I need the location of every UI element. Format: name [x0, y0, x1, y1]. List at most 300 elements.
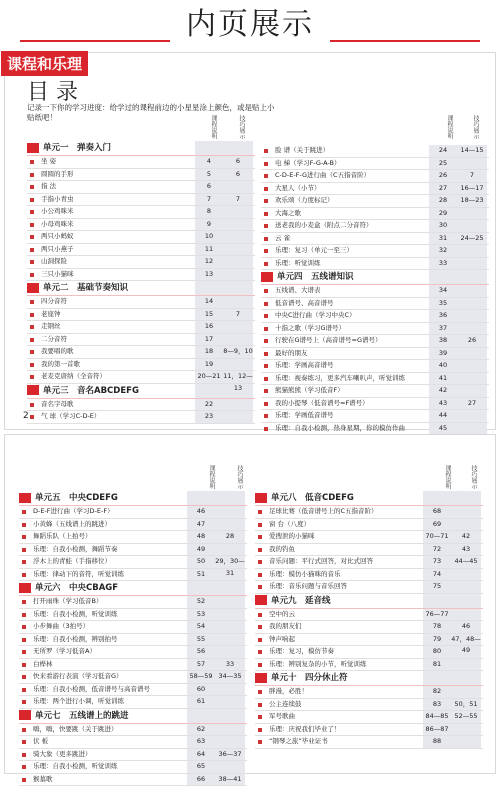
exercise-page: 24—25: [457, 233, 487, 245]
exercise-page: 11，12—13: [223, 371, 253, 394]
contents-row: [27, 309, 255, 322]
exercise-page: 8—9，10: [223, 346, 253, 358]
exercise-page: 6: [223, 156, 253, 168]
contents-row: [19, 761, 247, 774]
lesson-title: 两只小蚂蚁: [41, 231, 74, 243]
contents-row: [27, 206, 255, 219]
lesson-page: 27: [431, 183, 455, 195]
contents-row: [27, 269, 255, 282]
lesson-title: 乐理：模仿小猫咪的音乐: [269, 569, 341, 581]
lesson-title: 圆圆的手形: [41, 169, 74, 181]
contents-row: [19, 659, 247, 672]
unit-marker-icon: [255, 493, 267, 503]
lesson-page: 14: [197, 296, 221, 308]
contents-row: [255, 634, 483, 647]
lesson-page: 73: [425, 556, 449, 568]
lesson-page: 78: [425, 621, 449, 633]
lesson-page: 6: [197, 181, 221, 193]
lesson-title: 乐理：听觉训练: [275, 258, 321, 270]
lesson-page: 30: [431, 220, 455, 232]
exercise-page: 44—45: [451, 556, 481, 568]
lesson-title: 电 梯（学习F-G-A-B）: [275, 158, 341, 170]
contents-row: [261, 158, 489, 171]
lesson-page: 19: [197, 359, 221, 371]
page-number: 2: [23, 411, 29, 421]
exercise-page: 43: [451, 544, 481, 556]
contents-row: [261, 220, 489, 233]
contents-row: [19, 506, 247, 519]
contents-column: [261, 145, 489, 435]
lesson-title: 打开雨珠（学习低音B）: [33, 596, 102, 608]
contents-row: [261, 360, 489, 373]
lesson-page: 83: [425, 699, 449, 711]
contents-row: [19, 684, 247, 697]
lesson-title: 中央C进行曲（学习中央C）: [275, 310, 356, 322]
lesson-title: 爱搜泄的小猫咪: [269, 531, 315, 543]
lesson-page: 32: [431, 245, 455, 257]
exercise-page: 47，48—49: [451, 634, 481, 657]
contents-row: [261, 298, 489, 311]
unit-heading: [27, 141, 255, 156]
exercise-page: 42: [451, 531, 481, 543]
lesson-page: 55: [189, 634, 213, 646]
lesson-title: 乐理：复习（单元一至三）: [275, 245, 353, 257]
lesson-title: 云 雀: [275, 233, 290, 245]
contents-row: [255, 531, 483, 544]
lesson-title: 指 法: [41, 181, 56, 193]
contents-row: [27, 156, 255, 169]
exercise-page: 26: [457, 335, 487, 347]
lesson-title: 四分音符: [41, 296, 67, 308]
unit-title: 单元十 四分休止符: [271, 673, 348, 683]
contents-row: [27, 359, 255, 372]
lesson-page: 50: [189, 556, 213, 568]
lesson-page: 76—77: [425, 609, 449, 621]
colhead-2-left-b: 技巧展示: [235, 465, 244, 489]
lesson-title: 乐理：自我小检测，听觉训练: [33, 761, 118, 773]
lesson-page: 80: [425, 646, 449, 658]
contents-title: 目 录: [27, 75, 78, 106]
contents-row: [255, 581, 483, 594]
contents-row: [255, 569, 483, 582]
lesson-title: 窗 台（八度）: [269, 519, 310, 531]
lesson-title: 乐理：自我小检测，听觉训练: [33, 609, 118, 621]
contents-row: [255, 659, 483, 672]
exercise-page: 34—35: [215, 671, 245, 683]
lesson-page: 13: [197, 269, 221, 281]
contents-row: [255, 621, 483, 634]
contents-row: [261, 258, 489, 271]
lesson-title: 音乐问题：平行式回答，对比式回答: [269, 556, 373, 568]
lesson-title: 我要唱的歌: [41, 346, 74, 358]
lesson-title: 乐理：音乐问题与音乐回答: [269, 581, 347, 593]
contents-row: [27, 346, 255, 359]
lesson-title: 舞蹈乐队（上拍号）: [33, 531, 92, 543]
lesson-page: 65: [189, 761, 213, 773]
exercise-page: 7: [223, 309, 253, 321]
exercise-page: 28: [215, 531, 245, 543]
contents-row: [261, 348, 489, 361]
contents-row: [27, 411, 255, 424]
unit-title: 单元八 低音CDEFG: [271, 493, 354, 503]
contents-row: [19, 696, 247, 709]
lesson-page: 34: [431, 285, 455, 297]
exercise-page: 6: [223, 169, 253, 181]
exercise-page: 14—15: [457, 145, 487, 157]
lesson-title: 山洞探险: [41, 256, 67, 268]
lesson-title: 小步舞曲（3拍号）: [33, 621, 89, 633]
lesson-title: 钟声响起: [269, 634, 295, 646]
lesson-title: 低音谱号、高音谱号: [275, 298, 334, 310]
banner-line-right: [330, 40, 480, 42]
lesson-title: 五线谱、大谱表: [275, 285, 321, 297]
unit-marker-icon: [255, 595, 267, 605]
lesson-title: 乐理：庆祝我们毕业了！: [269, 724, 341, 736]
contents-row: [19, 556, 247, 569]
lesson-page: 36: [431, 310, 455, 322]
lesson-title: 二分音符: [41, 334, 67, 346]
lesson-title: 两只小燕子: [41, 244, 74, 256]
contents-row: [255, 736, 483, 749]
lesson-title: 行驶在G谱号上（高音谱号=G谱号）: [275, 335, 382, 347]
contents-row: [27, 219, 255, 232]
contents-row: [27, 256, 255, 269]
contents-row: [19, 736, 247, 749]
banner: [0, 0, 500, 50]
lesson-title: 足球比赛（低音谱号上的C五指音阶）: [269, 506, 378, 518]
lesson-page: 58—59: [189, 671, 213, 683]
lesson-page: 18: [197, 346, 221, 358]
lesson-page: 8: [197, 206, 221, 218]
lesson-page: 26: [431, 170, 455, 182]
contents-row: [261, 183, 489, 196]
lesson-page: 29: [431, 208, 455, 220]
unit-heading: [255, 594, 483, 609]
lesson-title: 欢乐颂（力度标记）: [275, 195, 334, 207]
unit-heading: [255, 491, 483, 506]
exercise-page: 16—17: [457, 183, 487, 195]
lesson-title: 骑大象（更多跳进）: [33, 749, 92, 761]
lesson-page: 35: [431, 298, 455, 310]
lesson-title: 十指之歌（学习G谱号）: [275, 323, 345, 335]
lesson-title: 大星人（小节）: [275, 183, 321, 195]
unit-heading: [19, 709, 247, 724]
unit-title: 单元九 延音线: [271, 596, 331, 606]
lesson-title: 无所罗（学习低音A）: [33, 646, 96, 658]
colhead-1-left-b: 技巧展示: [237, 115, 246, 139]
lesson-page: 10: [197, 231, 221, 243]
page-tag: 课程和乐理: [1, 51, 88, 76]
lesson-page: 28: [431, 195, 455, 207]
contents-row: [261, 195, 489, 208]
lesson-title: 熊猫熊熊（学习低音F）: [275, 385, 344, 397]
lesson-page: 75: [425, 581, 449, 593]
lesson-title: 浮木上的青蛙（手指移位）: [33, 556, 111, 568]
lesson-page: 62: [189, 724, 213, 736]
lesson-title: 脸 谱（关于跳进）: [275, 145, 329, 157]
lesson-page: 45: [431, 423, 455, 435]
lesson-title: 乐理：两个进行小调，听觉训练: [33, 696, 124, 708]
exercise-page: 36—37: [215, 749, 245, 761]
lesson-title: 军号歌曲: [269, 711, 295, 723]
unit-marker-icon: [255, 673, 267, 683]
banner-line-left: [20, 40, 170, 42]
lesson-title: 公主连续鼓: [269, 699, 302, 711]
contents-row: [261, 170, 489, 183]
contents-row: [19, 646, 247, 659]
unit-title: 单元三 音名ABCDEFG: [43, 386, 139, 396]
colhead-1-left-a: 课程说明: [209, 115, 218, 139]
lesson-page: 82: [425, 686, 449, 698]
lesson-page: 23: [197, 411, 221, 423]
lesson-title: C-D-E-F-G进行曲（C五指音阶）: [275, 170, 370, 182]
lesson-page: 74: [425, 569, 449, 581]
contents-row: [19, 724, 247, 737]
lesson-page: 70—71: [425, 531, 449, 543]
lesson-title: 乐理：视奏练习，更多汽车喇叭声，听觉训练: [275, 373, 405, 385]
contents-row: [27, 231, 255, 244]
lesson-page: 31: [431, 233, 455, 245]
lesson-page: 69: [425, 519, 449, 531]
unit-marker-icon: [27, 385, 39, 395]
lesson-page: 79: [425, 634, 449, 646]
lesson-title: 老座钟: [41, 309, 61, 321]
unit-marker-icon: [19, 710, 31, 720]
lesson-page: 15: [197, 309, 221, 321]
exercise-page: 46: [451, 621, 481, 633]
lesson-page: 9: [197, 219, 221, 231]
lesson-page: 24: [431, 145, 455, 157]
contents-row: [261, 208, 489, 221]
contents-row: [19, 569, 247, 582]
contents-row: [27, 371, 255, 384]
lesson-page: 54: [189, 621, 213, 633]
contents-row: [261, 373, 489, 386]
lesson-title: 白桦林: [33, 659, 53, 671]
lesson-page: 5: [197, 169, 221, 181]
unit-marker-icon: [19, 493, 31, 503]
contents-row: [261, 285, 489, 298]
unit-heading: [27, 384, 255, 399]
lesson-title: 空中的云: [269, 609, 295, 621]
unit-heading: [27, 281, 255, 296]
lesson-title: 送老我的小麦盒（附点二分音符）: [275, 220, 373, 232]
lesson-title: “钢琴之旅”毕业证书: [269, 736, 328, 748]
exercise-page: 50，51: [451, 699, 481, 711]
lesson-page: 37: [431, 323, 455, 335]
lesson-title: 乐理：学画低音谱号: [275, 410, 334, 422]
lesson-page: 46: [189, 506, 213, 518]
colhead-2-right-b: 技巧展示: [469, 465, 478, 489]
contents-row: [261, 398, 489, 411]
lesson-page: 25: [431, 158, 455, 170]
unit-marker-icon: [261, 272, 273, 282]
contents-row: [255, 544, 483, 557]
lesson-title: 嗨，嗨，快要跳（关于跳进）: [33, 724, 118, 736]
exercise-page: 7: [223, 194, 253, 206]
contents-row: [255, 711, 483, 724]
lesson-page: 49: [189, 544, 213, 556]
lesson-title: 乐理：自我小检测，舞蹈节奏: [33, 544, 118, 556]
contents-row: [19, 774, 247, 786]
lesson-page: 81: [425, 659, 449, 671]
contents-row: [19, 596, 247, 609]
contents-row: [261, 145, 489, 158]
contents-row: [27, 321, 255, 334]
exercise-page: 27: [457, 398, 487, 410]
lesson-page: 11: [197, 244, 221, 256]
lesson-title: 小黄蜂（五线谱上的跳进）: [33, 519, 111, 531]
unit-title: 单元五 中央CDEFG: [35, 493, 118, 503]
banner-title: 内页展示: [186, 7, 314, 42]
lesson-title: 乐理：复习，模仿节奏: [269, 646, 334, 658]
contents-row: [261, 245, 489, 258]
lesson-page: 20—21: [197, 371, 221, 383]
contents-row: [19, 544, 247, 557]
lesson-page: 43: [431, 398, 455, 410]
colhead-1-right-b: 技巧展示: [471, 115, 480, 139]
exercise-page: 33: [215, 659, 245, 671]
contents-row: [255, 556, 483, 569]
contents-row: [261, 310, 489, 323]
unit-title: 单元六 中央CBAGF: [35, 583, 118, 593]
contents-row: [261, 410, 489, 423]
colhead-2-left-a: 课程说明: [207, 465, 216, 489]
lesson-title: 乐理：自我小检测，低音谱号与高音谱号: [33, 684, 150, 696]
contents-row: [255, 646, 483, 659]
colhead-1-right-a: 课程说明: [445, 115, 454, 139]
contents-column: [255, 491, 483, 749]
contents-row: [255, 519, 483, 532]
contents-row: [27, 244, 255, 257]
lesson-title: 胖漫，必胜！: [269, 686, 308, 698]
contents-row: [27, 194, 255, 207]
lesson-page: 72: [425, 544, 449, 556]
lesson-page: 41: [431, 373, 455, 385]
lesson-title: 手指小青虫: [41, 194, 74, 206]
contents-row: [261, 233, 489, 246]
contents-row: [255, 699, 483, 712]
lesson-title: 我的朋友们: [269, 621, 302, 633]
lesson-page: 42: [431, 385, 455, 397]
exercise-page: 18—23: [457, 195, 487, 207]
exercise-page: 29，30—31: [215, 556, 245, 579]
exercise-page: 52—55: [451, 711, 481, 723]
contents-row: [19, 609, 247, 622]
lesson-page: 57: [189, 659, 213, 671]
lesson-title: 乐理：自我小检测，热身星期，你的模仿作曲: [275, 423, 405, 435]
lesson-page: 60: [189, 684, 213, 696]
lesson-title: 老麦克唐纳（全音符）: [41, 371, 106, 383]
unit-title: 单元二 基础节奏知识: [43, 283, 128, 293]
lesson-title: 我的钓鱼: [269, 544, 295, 556]
lesson-title: 我的第一首歌: [41, 359, 80, 371]
lesson-title: 音名字母歌: [41, 399, 74, 411]
lesson-page: 52: [189, 596, 213, 608]
lesson-page: 33: [431, 258, 455, 270]
lesson-title: 快来看游行表演（学习低音G）: [33, 671, 123, 683]
lesson-title: 走钢丝: [41, 321, 61, 333]
lesson-page: 12: [197, 256, 221, 268]
lesson-page: 86—87: [425, 724, 449, 736]
lesson-title: 最好的朋友: [275, 348, 308, 360]
contents-row: [27, 399, 255, 412]
lesson-title: 乐理：律动下的音符，听觉训练: [33, 569, 124, 581]
contents-row: [19, 531, 247, 544]
lesson-title: 大海之歌: [275, 208, 301, 220]
lesson-page: 64: [189, 749, 213, 761]
contents-row: [19, 671, 247, 684]
lesson-title: 猴墓歌: [33, 774, 53, 786]
contents-column: [19, 491, 247, 786]
lesson-page: 88: [425, 736, 449, 748]
contents-row: [19, 634, 247, 647]
unit-title: 单元一 弹奏入门: [43, 143, 111, 153]
lesson-title: 坐 姿: [41, 156, 56, 168]
lesson-page: 66: [189, 774, 213, 786]
unit-title: 单元七 五线谱上的跳进: [35, 711, 129, 721]
contents-row: [19, 621, 247, 634]
lesson-page: 7: [197, 194, 221, 206]
contents-row: [255, 609, 483, 622]
contents-row: [27, 169, 255, 182]
exercise-page: 7: [457, 170, 487, 182]
lesson-title: D-E-F进行曲（学习D-E-F）: [33, 506, 114, 518]
lesson-page: 40: [431, 360, 455, 372]
contents-row: [27, 334, 255, 347]
lesson-page: 51: [189, 569, 213, 581]
lesson-page: 38: [431, 335, 455, 347]
unit-marker-icon: [27, 283, 39, 293]
contents-row: [261, 323, 489, 336]
contents-row: [255, 724, 483, 737]
unit-heading: [19, 581, 247, 596]
contents-intro: 记录一下你的学习进度：给学过的课程前边的小星星涂上颜色，或是贴上小贴纸吧！: [27, 103, 277, 123]
lesson-title: 气 球（学习C-D-E）: [41, 411, 100, 423]
lesson-page: 61: [189, 696, 213, 708]
lesson-title: 乐理：学画高音谱号: [275, 360, 334, 372]
unit-title: 单元四 五线谱知识: [277, 272, 354, 282]
contents-row: [27, 296, 255, 309]
lesson-page: 84—85: [425, 711, 449, 723]
lesson-page: 56: [189, 646, 213, 658]
lesson-page: 47: [189, 519, 213, 531]
contents-row: [255, 686, 483, 699]
lesson-title: 三只小猫咪: [41, 269, 74, 281]
contents-row: [255, 506, 483, 519]
unit-heading: [255, 671, 483, 686]
lesson-page: 39: [431, 348, 455, 360]
lesson-title: 我的小提琴（低音谱号=F谱号）: [275, 398, 369, 410]
lesson-title: 小公鸡咪米: [41, 206, 74, 218]
contents-row: [27, 181, 255, 194]
lesson-page: 16: [197, 321, 221, 333]
unit-marker-icon: [19, 583, 31, 593]
lesson-page: 22: [197, 399, 221, 411]
contents-row: [261, 385, 489, 398]
page-1: [4, 52, 496, 430]
contents-row: [261, 335, 489, 348]
page-2: [4, 434, 496, 774]
lesson-title: 小母鸡咪米: [41, 219, 74, 231]
contents-column: [27, 141, 255, 424]
contents-row: [19, 519, 247, 532]
lesson-page: 44: [431, 410, 455, 422]
unit-heading: [261, 270, 489, 285]
lesson-page: 63: [189, 736, 213, 748]
lesson-page: 53: [189, 609, 213, 621]
unit-marker-icon: [27, 143, 39, 153]
